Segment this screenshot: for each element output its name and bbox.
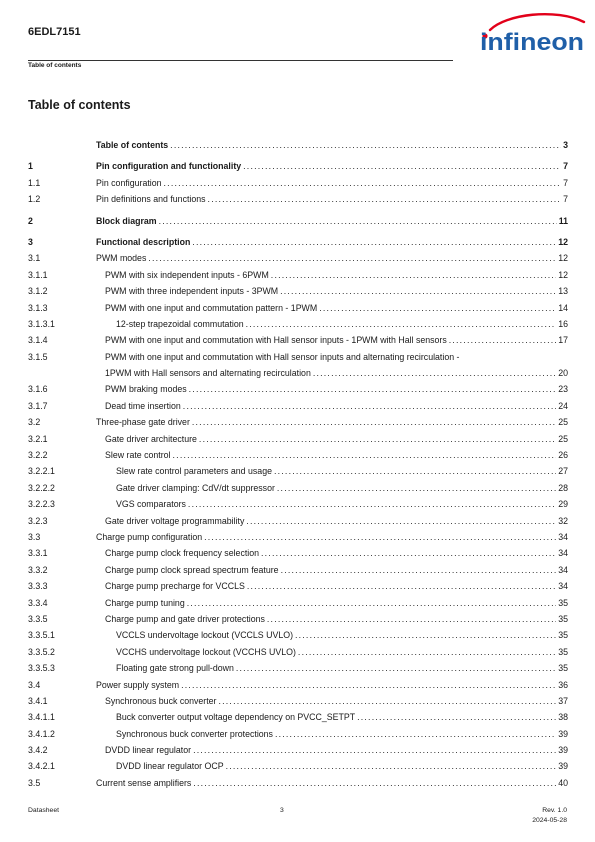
leader-dots	[188, 496, 556, 512]
toc-entry-page: 7	[563, 194, 568, 205]
leader-dots	[219, 693, 557, 709]
toc-entry-number: 1	[28, 161, 33, 172]
toc-entry-number: 3	[28, 236, 33, 247]
toc-entry-page: 40	[558, 777, 568, 788]
toc-entry-page: 25	[558, 417, 568, 428]
toc-entry-title: Slew rate control parameters and usage	[116, 466, 272, 477]
toc-entry-title: Three-phase gate driver	[96, 417, 190, 428]
toc-entry-title: PWM with one input and commutation with Hall sensor inputs - 1PWM with Hall sensors	[105, 335, 447, 346]
leader-dots	[267, 611, 556, 627]
table-of-contents	[28, 137, 568, 791]
toc-entry[interactable]	[28, 349, 568, 382]
toc-entry-title: Charge pump tuning	[105, 597, 185, 608]
page-title: Table of contents	[28, 98, 131, 112]
toc-entry[interactable]	[28, 562, 568, 578]
leader-dots	[449, 332, 556, 348]
toc-entry[interactable]	[28, 726, 568, 742]
toc-entry-title: DVDD linear regulator OCP	[116, 761, 224, 772]
toc-entry-page: 20	[558, 368, 568, 379]
toc-entry-page: 38	[558, 712, 568, 723]
toc-entry-number: 3.3.4	[28, 597, 48, 608]
toc-entry[interactable]	[28, 447, 568, 463]
toc-entry-page: 32	[558, 515, 568, 526]
toc-entry-title: VCCLS undervoltage lockout (VCCLS UVLO)	[116, 630, 293, 641]
toc-entry-title: 12-step trapezoidal commutation	[116, 318, 244, 329]
toc-entry-title: Floating gate strong pull-down	[116, 663, 234, 674]
leader-dots	[319, 300, 556, 316]
toc-entry-title: PWM braking modes	[105, 384, 187, 395]
toc-entry[interactable]	[28, 529, 568, 545]
leader-dots	[208, 191, 562, 207]
toc-entry-title: Charge pump precharge for VCCLS	[105, 581, 245, 592]
toc-entry-page: 35	[558, 663, 568, 674]
leader-dots	[271, 267, 556, 283]
toc-entry-title: PWM with one input and commutation pattern - 1PWM	[105, 302, 318, 313]
leader-dots	[204, 529, 556, 545]
toc-entry[interactable]	[28, 283, 568, 299]
toc-entry-title: DVDD linear regulator	[105, 745, 192, 756]
leader-dots	[159, 213, 557, 229]
toc-entry-page: 34	[558, 548, 568, 559]
toc-entry[interactable]	[28, 709, 568, 725]
toc-entry-page: 39	[558, 761, 568, 772]
toc-entry-number: 3.3	[28, 532, 41, 542]
toc-entry-number: 3.2.2.1	[28, 466, 55, 477]
toc-entry-number: 3.1.3	[28, 302, 48, 313]
toc-entry-number: 3.1.4	[28, 335, 48, 346]
toc-entry-title: Pin configuration and functionality	[96, 161, 242, 172]
leader-dots	[246, 513, 556, 529]
toc-entry-page: 35	[558, 613, 568, 624]
toc-entry-number: 3.4.2	[28, 745, 48, 756]
toc-entry[interactable]	[28, 381, 568, 397]
toc-entry-title: Pin configuration	[96, 177, 162, 188]
toc-entry-page: 35	[558, 630, 568, 641]
toc-entry-number: 3.3.2	[28, 564, 48, 575]
leader-dots	[170, 137, 561, 153]
toc-entry-title: Pin definitions and functions	[96, 194, 206, 205]
leader-dots	[246, 316, 557, 332]
leader-dots	[226, 758, 557, 774]
toc-entry-number: 3.2	[28, 417, 41, 428]
leader-dots	[281, 562, 557, 578]
toc-entry-page: 26	[558, 450, 568, 461]
toc-entry-page: 34	[558, 532, 568, 542]
toc-entry[interactable]	[28, 677, 568, 693]
toc-entry-number: 3.2.2.3	[28, 499, 55, 510]
toc-entry-page: 35	[558, 646, 568, 657]
infineon-logo	[476, 10, 588, 60]
toc-entry-page: 7	[563, 161, 568, 172]
header-rule	[28, 60, 453, 61]
toc-entry[interactable]	[28, 398, 568, 414]
toc-entry-page: 11	[558, 215, 568, 226]
header-section-label: Table of contents	[28, 62, 82, 69]
toc-entry[interactable]	[28, 742, 568, 758]
toc-entry-page: 39	[558, 745, 568, 756]
toc-entry[interactable]	[28, 137, 568, 153]
toc-entry-page: 27	[558, 466, 568, 477]
toc-entry-page: 12	[558, 236, 568, 247]
leader-dots	[277, 480, 556, 496]
toc-entry-number: 3.3.5.2	[28, 646, 55, 657]
leader-dots	[164, 175, 562, 191]
footer-date: 2024-05-28	[532, 817, 567, 824]
toc-entry-number: 2	[28, 215, 33, 226]
toc-entry[interactable]	[28, 513, 568, 529]
toc-entry-page: 12	[558, 269, 568, 280]
leader-dots	[298, 644, 556, 660]
toc-entry-page: 37	[558, 695, 568, 706]
toc-entry-title: Charge pump clock frequency selection	[105, 548, 260, 559]
toc-entry-page: 34	[558, 564, 568, 575]
toc-entry-page: 16	[558, 318, 568, 329]
toc-entry-title: Charge pump clock spread spectrum feature	[105, 564, 279, 575]
leader-dots	[199, 431, 556, 447]
toc-entry-page: 3	[563, 140, 568, 150]
toc-entry-number: 3.3.5.1	[28, 630, 55, 641]
toc-entry-title: Block diagram	[96, 215, 157, 226]
toc-entry[interactable]	[28, 644, 568, 660]
toc-entry[interactable]	[28, 300, 568, 316]
toc-entry-number: 3.2.3	[28, 515, 48, 526]
toc-entry-number: 1.1	[28, 177, 41, 188]
toc-entry-page: 28	[558, 482, 568, 493]
leader-dots	[192, 234, 556, 250]
svg-text:infineon: infineon	[480, 29, 584, 56]
toc-entry[interactable]	[28, 267, 568, 283]
toc-entry[interactable]	[28, 545, 568, 561]
toc-entry-title: PWM with one input and commutation with Hall sensor inputs and alternating recirculation -	[105, 351, 460, 362]
toc-entry[interactable]	[28, 758, 568, 774]
toc-entry-page: 34	[558, 581, 568, 592]
toc-entry-title: Gate driver clamping: CdV/dt suppressor	[116, 482, 275, 493]
toc-entry-page: 39	[558, 728, 568, 739]
leader-dots	[280, 283, 556, 299]
toc-entry-number: 3.1.7	[28, 400, 48, 411]
toc-entry-title: Gate driver architecture	[105, 433, 197, 444]
toc-entry[interactable]	[28, 660, 568, 676]
toc-entry[interactable]	[28, 611, 568, 627]
toc-entry-number: 3.2.2	[28, 450, 48, 461]
toc-entry-title: Charge pump and gate driver protections	[105, 613, 265, 624]
footer-page-number: 3	[280, 807, 284, 814]
toc-entry-title: Buck converter output voltage dependency on PVCC_SETPT	[116, 712, 356, 723]
toc-entry-number: 3.1	[28, 253, 41, 264]
toc-entry[interactable]	[28, 250, 568, 266]
leader-dots	[193, 742, 556, 758]
toc-entry-page: 23	[558, 384, 568, 395]
toc-entry-title: Synchronous buck converter protections	[116, 728, 273, 739]
toc-entry-page: 13	[558, 286, 568, 297]
toc-entry[interactable]	[28, 316, 568, 332]
toc-entry[interactable]	[28, 595, 568, 611]
toc-entry-title: VCCHS undervoltage lockout (VCCHS UVLO)	[116, 646, 296, 657]
toc-entry-number: 3.4	[28, 679, 41, 690]
toc-entry-title: Functional description	[96, 236, 191, 247]
toc-entry[interactable]	[28, 480, 568, 496]
toc-entry-page: 25	[558, 433, 568, 444]
toc-entry-number: 3.4.1.1	[28, 712, 55, 723]
toc-entry-number: 3.3.3	[28, 581, 48, 592]
toc-entry-title: Gate driver voltage programmability	[105, 515, 245, 526]
leader-dots	[357, 709, 556, 725]
toc-entry-title: Dead time insertion	[105, 400, 181, 411]
toc-entry-page: 29	[558, 499, 568, 510]
toc-entry-page: 36	[558, 679, 568, 690]
leader-dots	[275, 726, 556, 742]
toc-entry-title: Power supply system	[96, 679, 180, 690]
toc-entry[interactable]	[28, 414, 568, 430]
toc-entry-page: 14	[558, 302, 568, 313]
toc-entry-number: 3.1.1	[28, 269, 48, 280]
toc-entry-number: 3.1.6	[28, 384, 48, 395]
leader-dots	[148, 250, 556, 266]
leader-dots	[274, 463, 556, 479]
toc-entry[interactable]	[28, 332, 568, 348]
leader-dots	[243, 158, 561, 174]
toc-entry-title: PWM with six independent inputs - 6PWM	[105, 269, 269, 280]
toc-entry-title: Charge pump configuration	[96, 532, 203, 542]
toc-entry-title: Current sense amplifiers	[96, 777, 192, 788]
footer-doc-type: Datasheet	[28, 807, 59, 814]
toc-entry[interactable]	[28, 191, 568, 207]
toc-entry[interactable]	[28, 578, 568, 594]
toc-entry[interactable]	[28, 463, 568, 479]
toc-entry-title: Slew rate control	[105, 450, 171, 461]
toc-entry-number: 3.4.2.1	[28, 761, 55, 772]
leader-dots	[313, 365, 556, 381]
toc-entry-number: 3.1.2	[28, 286, 48, 297]
leader-dots	[295, 627, 556, 643]
toc-entry[interactable]	[28, 213, 568, 229]
leader-dots	[187, 595, 556, 611]
toc-entry-title: PWM modes	[96, 253, 147, 264]
document-id: 6EDL7151	[28, 26, 81, 38]
toc-entry[interactable]	[28, 693, 568, 709]
toc-entry-number: 3.2.2.2	[28, 482, 55, 493]
toc-entry-number: 3.4.1	[28, 695, 48, 706]
leader-dots	[183, 398, 556, 414]
leader-dots	[192, 414, 556, 430]
toc-entry-page: 7	[563, 177, 568, 188]
toc-entry-number: 3.3.1	[28, 548, 48, 559]
leader-dots	[247, 578, 556, 594]
toc-entry[interactable]	[28, 158, 568, 174]
toc-entry-number: 3.3.5	[28, 613, 48, 624]
toc-entry-page: 17	[558, 335, 568, 346]
leader-dots	[173, 447, 557, 463]
toc-entry[interactable]	[28, 627, 568, 643]
toc-entry[interactable]	[28, 775, 568, 791]
footer-revision: Rev. 1.0	[542, 807, 567, 814]
toc-entry-title-continued: 1PWM with Hall sensors and alternating recirculation	[105, 368, 311, 379]
toc-entry-title: Table of contents	[96, 140, 169, 150]
leader-dots	[193, 775, 556, 791]
toc-entry-number: 1.2	[28, 194, 41, 205]
toc-entry-number: 3.2.1	[28, 433, 48, 444]
toc-entry-page: 12	[558, 253, 568, 264]
toc-entry-title: VGS comparators	[116, 499, 186, 510]
leader-dots	[181, 677, 556, 693]
toc-entry-number: 3.5	[28, 777, 41, 788]
toc-entry-number: 3.4.1.2	[28, 728, 55, 739]
toc-entry[interactable]	[28, 234, 568, 250]
toc-entry-number: 3.1.3.1	[28, 318, 55, 329]
toc-entry-page: 24	[558, 400, 568, 411]
leader-dots	[236, 660, 556, 676]
leader-dots	[261, 545, 556, 561]
toc-entry-number: 3.3.5.3	[28, 663, 55, 674]
leader-dots	[189, 381, 557, 397]
toc-entry-number: 3.1.5	[28, 351, 48, 362]
toc-entry-title: Synchronous buck converter	[105, 695, 217, 706]
toc-entry-page: 35	[558, 597, 568, 608]
toc-entry[interactable]	[28, 175, 568, 191]
toc-entry-title: PWM with three independent inputs - 3PWM	[105, 286, 279, 297]
toc-entry[interactable]	[28, 496, 568, 512]
toc-entry[interactable]	[28, 431, 568, 447]
